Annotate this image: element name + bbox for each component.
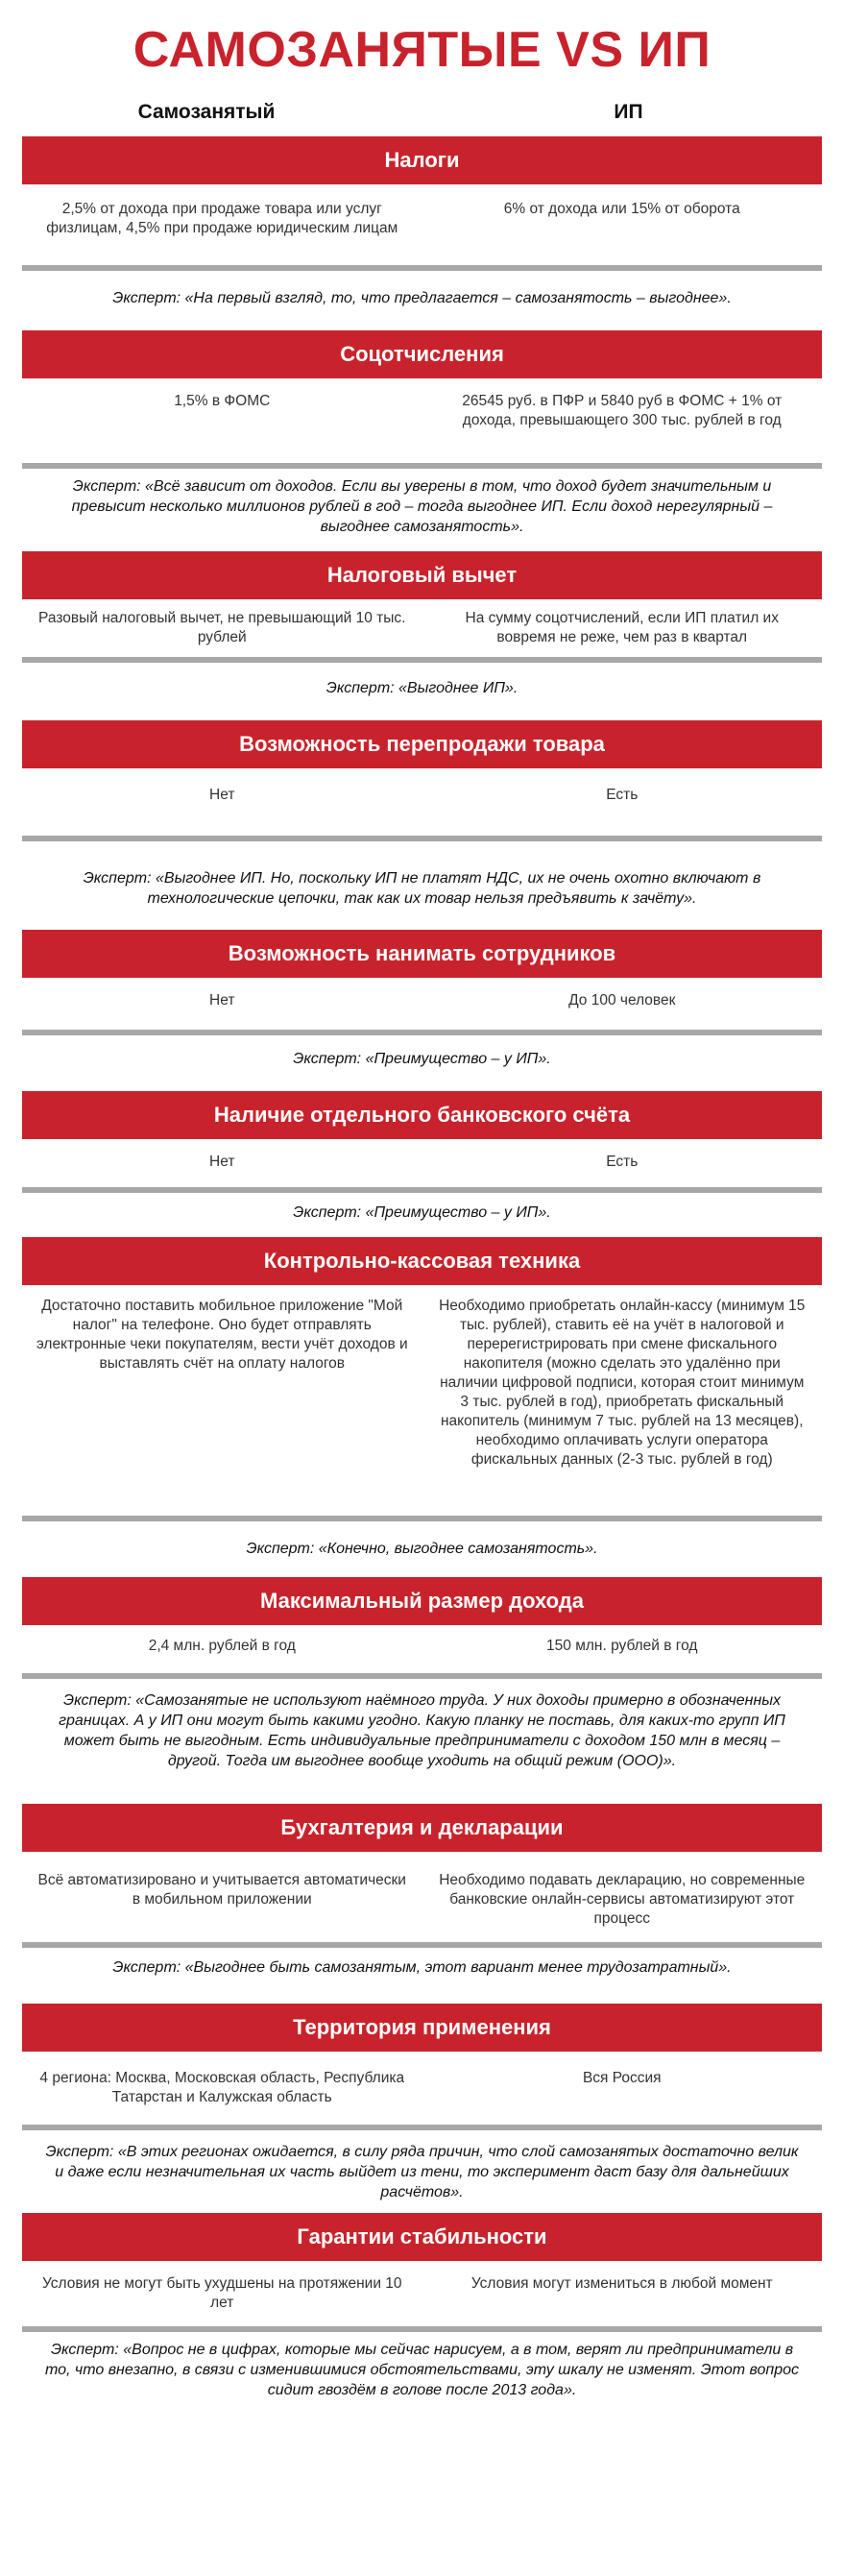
comparison-row	[22, 200, 822, 257]
comparison-row	[22, 2274, 822, 2317]
self-employed-value: Достаточно поставить мобильное приложение "Мой налог" на телефоне. Оно будет отправлять электронные чеки покупателям, вести учёт доходов и выставлять счёт на оплату налогов	[36, 1298, 408, 1372]
section-divider	[22, 2326, 822, 2332]
comparison-section	[22, 2213, 822, 2403]
comparison-sections	[0, 136, 844, 2403]
section-heading: Максимальный размер дохода	[22, 1577, 822, 1625]
expert-comment: Эксперт: «Всё зависит от доходов. Если вы уверены в том, что доход будет значительным и превысит несколько миллионов рублей в год – тогда выгоднее ИП. Если доход нерегулярный – выгоднее самозанятость».	[71, 478, 773, 535]
comparison-row	[22, 392, 822, 457]
section-heading: Контрольно-кассовая техника	[22, 1237, 822, 1285]
column-headers	[0, 88, 844, 136]
comparison-section	[22, 136, 822, 311]
ip-value: Необходимо подавать декларацию, но современные банковские онлайн-сервисы автоматизируют этот процесс	[439, 1872, 806, 1927]
ip-value: До 100 человек	[568, 992, 676, 1009]
self-employed-value: Разовый налоговый вычет, не превышающий 10 тыс. рублей	[38, 610, 406, 645]
self-employed-value: Нет	[209, 1154, 235, 1170]
section-heading: Соцотчисления	[22, 330, 822, 378]
self-employed-value: 2,5% от дохода при продаже товара или услуг физлицам, 4,5% при продаже юридическим лицам	[46, 201, 398, 236]
ip-value: На сумму соцотчислений, если ИП платил их вовремя не реже, чем раз в квартал	[465, 610, 779, 645]
section-divider	[22, 1516, 822, 1521]
section-divider	[22, 463, 822, 469]
section-heading: Наличие отдельного банковского счёта	[22, 1091, 822, 1139]
column-header-self-employed: Самозанятый	[137, 101, 276, 123]
expert-comment: Эксперт: «В этих регионах ожидается, в силу ряда причин, что слой самозанятых достаточно велик и даже если незначительная их часть выйдет из тени, то эксперимент даст базу для дальнейших расчётов».	[45, 2144, 799, 2200]
ip-value: 26545 руб. в ПФР и 5840 руб в ФОМС + 1% от дохода, превышающего 300 тыс. рублей в год	[462, 393, 783, 428]
comparison-section	[22, 930, 822, 1072]
self-employed-value: 1,5% в ФОМС	[174, 393, 271, 409]
expert-comment: Эксперт: «Преимущество – у ИП».	[293, 1051, 551, 1067]
section-divider	[22, 1942, 822, 1948]
self-employed-value: 4 региона: Москва, Московская область, Республика Татарстан и Калужская область	[39, 2070, 405, 2105]
comparison-row	[22, 991, 822, 1014]
comparison-section	[22, 330, 822, 540]
section-heading: Возможность нанимать сотрудников	[22, 930, 822, 978]
section-heading: Территория применения	[22, 2004, 822, 2052]
section-divider	[22, 1673, 822, 1679]
section-divider	[22, 265, 822, 271]
expert-comment: Эксперт: «На первый взгляд, то, что предлагается – самозанятость – выгоднее».	[112, 290, 732, 306]
section-divider	[22, 1187, 822, 1193]
comparison-row	[22, 1637, 822, 1660]
section-heading: Бухгалтерия и декларации	[22, 1804, 822, 1852]
ip-value: 6% от дохода или 15% от оборота	[503, 201, 740, 217]
comparison-section	[22, 2004, 822, 2205]
comparison-section	[22, 1237, 822, 1562]
comparison-section	[22, 720, 822, 911]
comparison-row	[22, 2069, 822, 2115]
ip-value: Есть	[606, 787, 639, 803]
comparison-section	[22, 1577, 822, 1794]
comparison-row	[22, 786, 822, 809]
ip-value: Есть	[606, 1154, 639, 1170]
comparison-row	[22, 609, 822, 651]
comparison-section	[22, 1804, 822, 1981]
section-divider	[22, 2125, 822, 2130]
section-heading: Налоговый вычет	[22, 551, 822, 599]
self-employed-value: Всё автоматизировано и учитывается автоматически в мобильном приложении	[37, 1872, 406, 1908]
column-header-ip: ИП	[614, 101, 643, 123]
section-divider	[22, 1030, 822, 1035]
ip-value: 150 млн. рублей в год	[546, 1638, 698, 1654]
expert-comment: Эксперт: «Вопрос не в цифрах, которые мы сейчас нарисуем, а в том, верят ли предприниматели в то, что внезапно, в связи с изменившимися обстоятельствами, эту шкалу не изменят. Этот вопрос сидит гвоздём в голове после 2013 года».	[44, 2342, 800, 2398]
section-heading: Налоги	[22, 136, 822, 184]
comparison-row	[22, 1871, 822, 1934]
expert-comment: Эксперт: «Преимущество – у ИП».	[293, 1204, 551, 1221]
page-title: САМОЗАНЯТЫЕ VS ИП	[133, 22, 711, 78]
comparison-row	[22, 1297, 822, 1506]
self-employed-value: Нет	[209, 992, 235, 1009]
expert-comment: Эксперт: «Конечно, выгоднее самозанятость».	[246, 1541, 598, 1557]
ip-value: Необходимо приобретать онлайн-кассу (минимум 15 тыс. рублей), ставить её на учёт в налоговой и перерегистрировать при смене фискального накопителя (можно сделать это удалённо при наличии цифровой подписи, которая стоит минимум 3 тыс. рублей в год), приобретать фискальный накопитель (минимум 7 тыс. рублей на 13 месяцев), необходимо оплачивать услуги оператора фискальных данных (2-3 тыс. рублей в год)	[439, 1298, 806, 1468]
expert-comment: Эксперт: «Самозанятые не используют наёмного труда. У них доходы примерно в обозначенных границах. А у ИП они могут быть какими угодно. Какую планку не поставь, для каких-то групп ИП может быть не выгодным. Есть индивидуальные предприниматели с доходом 150 млн в месяц – другой. Тогда им выгоднее вообще уходить на общий режим (ООО)».	[59, 1692, 785, 1769]
section-heading: Гарантии стабильности	[22, 2213, 822, 2261]
expert-comment: Эксперт: «Выгоднее быть самозанятым, этот вариант менее трудозатратный».	[112, 1959, 732, 1976]
self-employed-value: 2,4 млн. рублей в год	[148, 1638, 296, 1654]
ip-value: Условия могут измениться в любой момент	[470, 2275, 773, 2292]
section-divider	[22, 657, 822, 663]
comparison-section	[22, 1091, 822, 1226]
self-employed-value: Нет	[209, 787, 235, 803]
comparison-row	[22, 1153, 822, 1176]
self-employed-value: Условия не могут быть ухудшены на протяжении 10 лет	[41, 2275, 402, 2311]
expert-comment: Эксперт: «Выгоднее ИП. Но, поскольку ИП не платят НДС, их не очень охотно включают в технологические цепочки, так как их товар нельзя предъявить к зачёту».	[83, 870, 761, 907]
ip-value: Вся Россия	[582, 2070, 662, 2086]
section-heading: Возможность перепродажи товара	[22, 720, 822, 768]
section-divider	[22, 836, 822, 841]
comparison-section	[22, 551, 822, 701]
expert-comment: Эксперт: «Выгоднее ИП».	[326, 680, 518, 696]
